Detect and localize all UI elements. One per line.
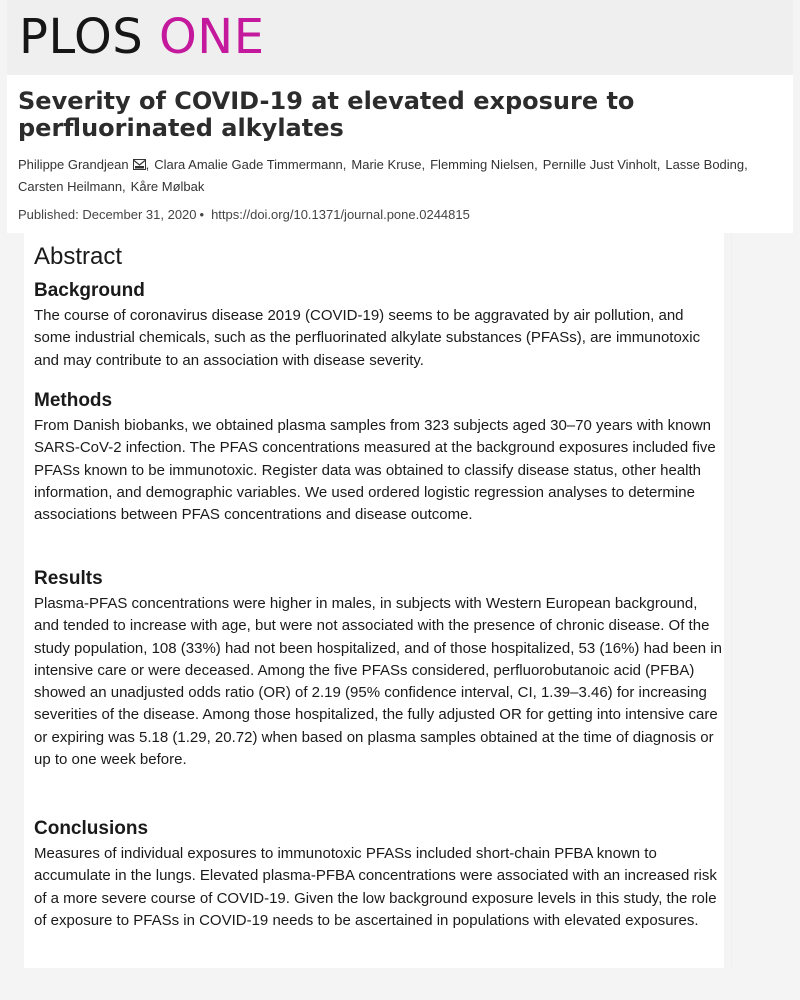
email-icon[interactable]	[133, 159, 146, 170]
column-divider	[731, 233, 732, 968]
background-section	[34, 280, 724, 372]
author-link[interactable]: Philippe Grandjean	[18, 157, 129, 172]
logo-plos-text: PLOS	[19, 9, 144, 65]
author-link[interactable]: Kåre Mølbak	[130, 179, 205, 194]
logo-one-text: ONE	[159, 9, 265, 65]
doi-link[interactable]: https://doi.org/10.1371/journal.pone.0244815	[211, 207, 470, 222]
author-list: Philippe Grandjean , Clara Amalie Gade Timmermann, Marie Kruse, Flemming Nielsen, Pernille Just Vinholt, Lasse Boding, Carsten Heilmann, Kåre Mølbak	[18, 157, 748, 194]
publication-info	[18, 206, 470, 224]
separator-dot: •	[199, 207, 205, 222]
methods-section	[34, 390, 724, 526]
section-text: Plasma-PFAS concentrations were higher in males, in subjects with Western European background, and tended to increase with age, but were not associated with the presence of chronic disease. Of the study population, 108 (33%) had not been hospitalized, and of those hospitalized, 53 (16%) had been in intensive care or were deceased. Among the five PFASs considered, perfluorobutanoic acid (PFBA) showed an unadjusted odds ratio (OR) of 2.19 (95% confidence interval, CI, 1.39–3.46) for increasing severities of the disease. Among those hospitalized, the fully adjusted OR for getting into intensive care or expiring was 5.18 (1.29, 20.72) when based on plasma samples obtained at the time of diagnosis or up to one week before.	[34, 595, 722, 769]
section-text: Measures of individual exposures to immunotoxic PFASs included short-chain PFBA known to accumulate in the lungs. Elevated plasma-PFBA concentrations were associated with an increased risk of a more severe course of COVID-19. Given the low background exposure levels in this study, the role of exposure to PFASs in COVID-19 needs to be ascertained in populations with elevated exposures.	[34, 845, 717, 929]
abstract-heading: Abstract	[34, 243, 123, 270]
author-link[interactable]: Pernille Just Vinholt	[542, 157, 657, 172]
section-heading: Conclusions	[34, 818, 149, 839]
section-text: From Danish biobanks, we obtained plasma samples from 323 subjects aged 30–70 years with known SARS-CoV-2 infection. The PFAS concentrations measured at the background exposures included five PFASs known to be immunotoxic. Register data was obtained to classify disease status, other health information, and demographic variables. We used ordered logistic regression analyses to determine associations between PFAS concentrations and disease outcome.	[34, 417, 716, 524]
conclusions-section	[34, 818, 724, 932]
author-link[interactable]: Carsten Heilmann	[18, 179, 123, 194]
section-heading: Results	[34, 568, 103, 589]
section-text: The course of coronavirus disease 2019 (COVID-19) seems to be aggravated by air pollution, and some industrial chemicals, such as the perfluorinated alkylate substances (PFASs), are immunotoxic and may contribute to an association with disease severity.	[34, 307, 701, 369]
section-heading: Background	[34, 280, 145, 301]
plos-one-logo[interactable]	[19, 6, 265, 68]
article-title: Severity of COVID-19 at elevated exposure to perfluorinated alkylates	[18, 87, 635, 142]
masthead	[7, 0, 793, 75]
section-heading: Methods	[34, 390, 113, 411]
author-link[interactable]: Flemming Nielsen	[430, 157, 535, 172]
author-link[interactable]: Clara Amalie Gade Timmermann	[154, 157, 343, 172]
results-section	[34, 568, 724, 771]
published-date: Published: December 31, 2020	[18, 207, 197, 222]
author-link[interactable]: Marie Kruse	[351, 157, 422, 172]
abstract-panel	[24, 233, 724, 968]
article-header	[7, 75, 793, 233]
author-link[interactable]: Lasse Boding	[665, 157, 745, 172]
